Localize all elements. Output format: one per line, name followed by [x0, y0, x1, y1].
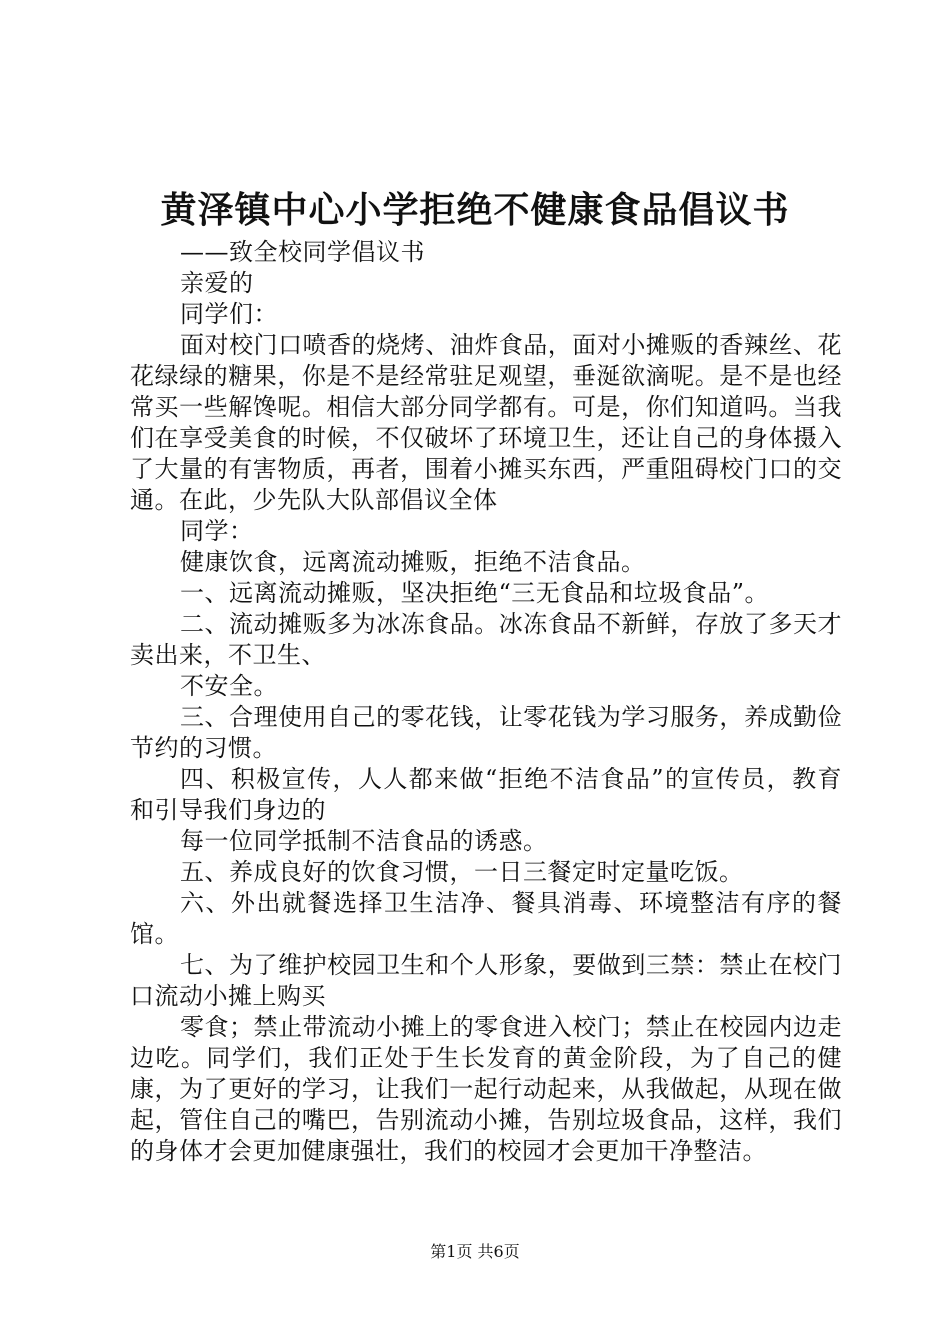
item-2: 二、流动摊贩多为冰冻食品。冰冻食品不新鲜，存放了多天才卖出来，不卫生、: [130, 610, 842, 669]
salutation-line-1: 亲爱的: [180, 269, 254, 297]
item-7: 七、为了维护校园卫生和个人形象，要做到三禁：禁止在校门口流动小摊上购买: [130, 951, 842, 1010]
document-title: 黄泽镇中心小学拒绝不健康食品倡议书: [160, 189, 790, 231]
item-4-continued: 每一位同学抵制不洁食品的诱惑。: [180, 827, 548, 855]
salutation-line-2: 同学们：: [180, 300, 278, 328]
item-1: 一、远离流动摊贩，坚决拒绝“三无食品和垃圾食品”。: [180, 579, 770, 607]
item-2-continued: 不安全。: [180, 672, 278, 700]
document-body: [130, 237, 842, 1167]
item-5: 五、养成良好的饮食习惯，一日三餐定时定量吃饭。: [180, 858, 744, 886]
item-4: 四、积极宣传，人人都来做“拒绝不洁食品”的宣传员，教育和引导我们身边的: [130, 765, 842, 824]
address-line: 同学：: [180, 517, 254, 545]
item-3: 三、合理使用自己的零花钱，让零花钱为学习服务，养成勤俭节约的习惯。: [130, 703, 842, 762]
page-number: 第1页 共6页: [430, 1242, 520, 1261]
slogan-paragraph: 健康饮食，远离流动摊贩，拒绝不洁食品。: [180, 548, 646, 576]
item-6: 六、外出就餐选择卫生洁净、餐具消毒、环境整洁有序的餐馆。: [130, 889, 842, 948]
subtitle: ——致全校同学倡议书: [180, 238, 425, 266]
intro-paragraph: 面对校门口喷香的烧烤、油炸食品，面对小摊贩的香辣丝、花花绿绿的糖果，你是不是经常驻足观望，垂涎欲滴呢。是不是也经常买一些解馋呢。相信大部分同学都有。可是，你们知道吗。当我们在享受美食的时候，不仅破坏了环境卫生，还让自己的身体摄入了大量的有害物质，再者，围着小摊买东西，严重阻碍校门口的交通。在此，少先队大队部倡议全体: [130, 331, 842, 514]
closing-paragraph: 零食；禁止带流动小摊上的零食进入校门；禁止在校园内边走边吃。同学们，我们正处于生长发育的黄金阶段，为了自己的健康，为了更好的学习，让我们一起行动起来，从我做起，从现在做起，管住自己的嘴巴，告别流动小摊，告别垃圾食品，这样，我们的身体才会更加健康强壮，我们的校园才会更加干净整洁。: [130, 1013, 842, 1165]
